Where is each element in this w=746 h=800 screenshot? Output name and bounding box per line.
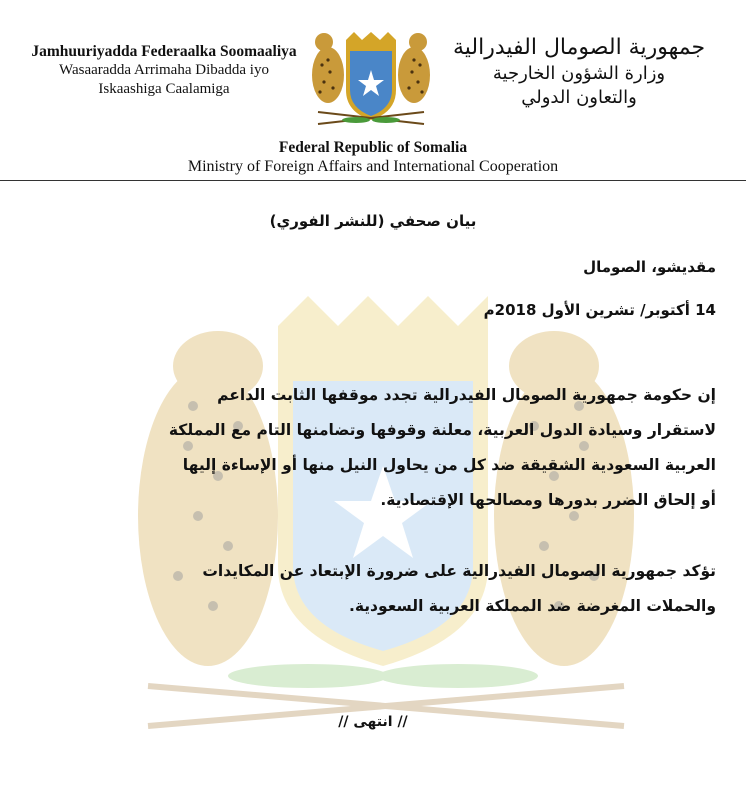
- paragraph-1: [30, 378, 716, 518]
- paragraph-1-line: أو إلحاق الضرر بدورها ومصالحها الإقتصادية.: [380, 491, 716, 509]
- paragraph-1-line: إن حكومة جمهورية الصومال الفيدرالية تجدد موقفها الثابت الداعم: [217, 386, 716, 404]
- header-arabic-ministry-line1: وزارة الشؤون الخارجية: [492, 63, 666, 84]
- paragraph-2-line: تؤكد جمهورية الصومال الفيدرالية على ضرورة الإبتعاد عن المكايدات: [202, 562, 716, 580]
- right-leopard-icon: [398, 33, 430, 103]
- watermark-palm-leaves-icon: [228, 664, 538, 688]
- header-somali-block: [14, 42, 314, 99]
- header-arabic-block: [434, 34, 724, 110]
- document-date: 14 أكتوبر/ تشرين الأول 2018م: [483, 301, 716, 319]
- document-title: بيان صحفي (للنشر الفوري): [269, 212, 477, 230]
- header-arabic-country: جمهورية الصومال الفيدرالية: [452, 35, 706, 60]
- document-end-marker: // انتهى //: [338, 714, 408, 730]
- paragraph-1-line: لاستقرار وسيادة الدول العربية، معلنة وقوفها وتضامنها التام مع المملكة: [168, 421, 716, 439]
- header-divider: [0, 180, 746, 181]
- header-english-ministry: Ministry of Foreign Affairs and International Cooperation: [187, 158, 559, 175]
- paragraph-1-line: العربية السعودية الشقيقة ضد كل من يحاول النيل منها أو الإساءة إليها: [182, 456, 716, 474]
- header-arabic-ministry-line2: والتعاون الدولي: [521, 87, 637, 108]
- header-somali-ministry-line2: Iskaashiga Caalamiga: [98, 81, 230, 97]
- header-somali-country: Jamhuuriyadda Federaalka Soomaaliya: [31, 43, 297, 60]
- paragraph-2-line: والحملات المغرضة ضد المملكة العربية السعودية.: [348, 597, 716, 615]
- shield-icon: [346, 32, 396, 120]
- header-english-block: [0, 138, 746, 177]
- paragraph-2: [30, 554, 716, 624]
- coat-of-arms-emblem: [298, 20, 444, 130]
- header-english-country: Federal Republic of Somalia: [278, 139, 468, 156]
- header-somali-ministry-line1: Wasaaradda Arrimaha Dibadda iyo: [59, 62, 269, 78]
- left-leopard-icon: [312, 33, 344, 103]
- document-location: مقديشو، الصومال: [583, 258, 716, 276]
